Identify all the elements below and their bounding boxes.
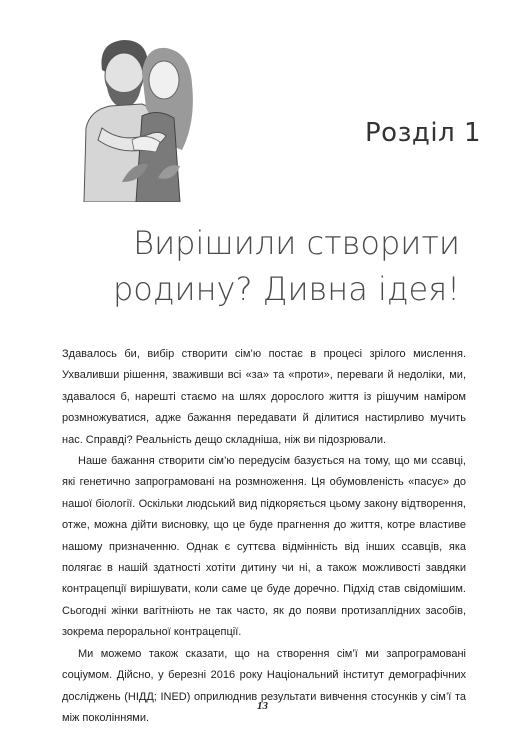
title-line: родину? Дивна ідея! <box>112 270 460 308</box>
couple-illustration <box>62 32 212 202</box>
chapter-title <box>90 220 460 312</box>
paragraph: Ми можемо також сказати, що на створення сім’ї ми запрограмовані соціумом. Дійсно, у березні 2016 року Національний інститут демографічних досліджень (НІДД; INED) оприлюднив результати вивчення стосунків у сім’ї та між поколіннями. <box>62 647 466 724</box>
chapter-label: Розділ 1 <box>365 118 482 148</box>
title-line: Вирішили створити <box>133 224 460 262</box>
paragraph: Наше бажання створити сім’ю передусім базується на тому, що ми ссавці, які генетично запрограмовані на розмноження. Ця обумовленість «пасує» до нашої біології. Оскільки людський вид підкоряється цьому закону відтворення, отже, можна дійти висновку, що це буде прагнення до життя, котре властиве нашому призначенню. Однак є суттєва відмінність від інших ссавців, яка полягає в нашій здатності хотіти дитину чи ні, а також можливості завдяки контрацепції вирішувати, коли саме це буде доречно. Підхід став свідомішим. Сьогодні жінки вагітніють не так часто, як до появи протизаплідних засобів, зокрема пероральної контрацепції. <box>62 455 466 639</box>
page-number: 13 <box>257 700 268 712</box>
body-text <box>62 344 466 729</box>
paragraph: Здавалось би, вибір створити сім’ю постає в процесі зрілого мислення. Ухваливши рішення, зваживши всі «за» та «проти», переваги й недоліки, ми, здавалося б, нарешті стаємо на шлях дорослого життя із рішучим наміром розмножуватися, адже бажання передавати й ділитися настирливо мучить нас. Справді? Реальність дещо складніша, ніж ви підозрювали. <box>62 348 466 446</box>
